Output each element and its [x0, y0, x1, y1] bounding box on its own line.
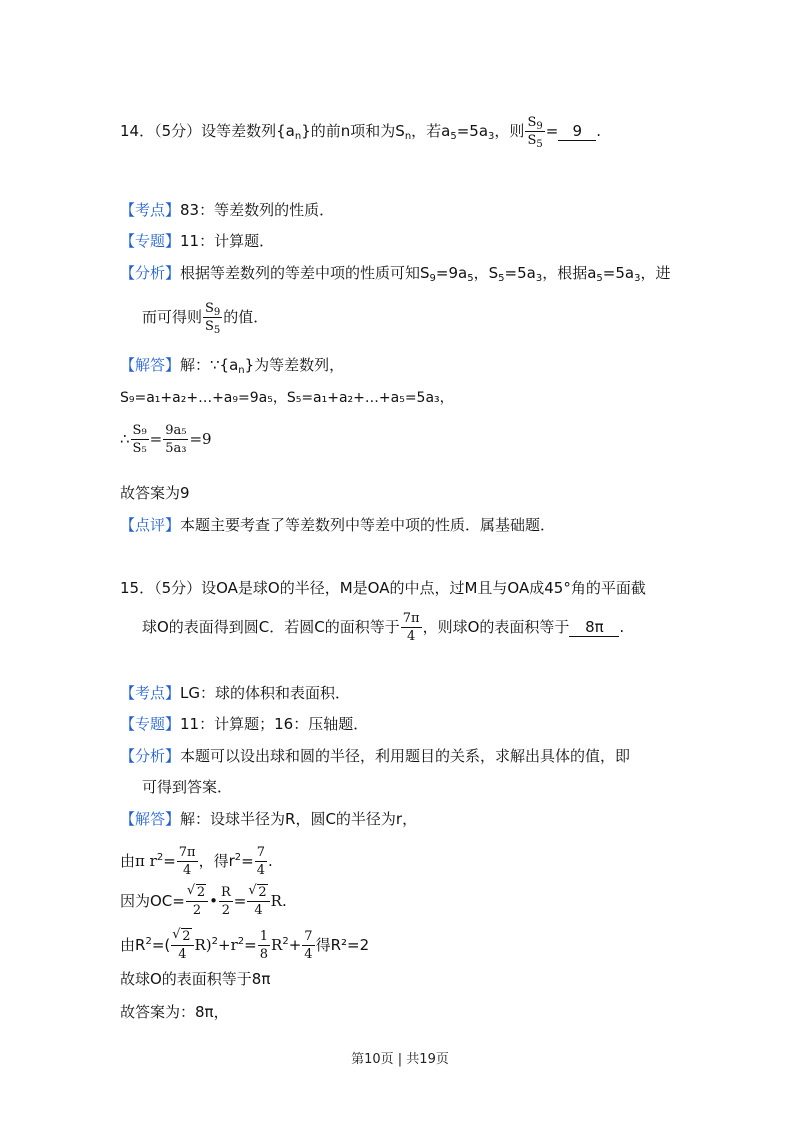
- fraction: √ $\frac{2}{4}$: [247, 886, 269, 917]
- sqrt-symbol: √ 2: [173, 930, 191, 943]
- sol15-zhuanti: 【专题】11：计算题；16：压轴题．: [120, 715, 369, 733]
- kaodian-tag: 【考点】: [120, 684, 181, 702]
- sol15-jieda: 【解答】解：设球半径为R，圆C的半径为r，: [120, 810, 418, 828]
- fraction: $\frac{1}{8}$: [259, 929, 269, 962]
- sol14-equation: S₉=a₁+a₂+…+a₉=9a₅，S₅=a₁+a₂+…+a₅=5a₃，: [120, 390, 454, 406]
- sol14-conclusion: 故答案为9: [120, 484, 190, 502]
- sol15-fenxi-line2: 可得到答案．: [142, 778, 233, 796]
- fraction: √ $\frac{2}{2}$: [186, 886, 208, 917]
- sol14-zhuanti: 【专题】11：计算题．: [120, 232, 275, 250]
- fraction: $\frac{S_9}{S_5}$: [205, 301, 221, 336]
- page-footer: 第10页 | 共19页: [351, 1052, 449, 1067]
- sqrt-symbol: √ 2: [249, 886, 267, 899]
- fraction: $\frac{S_9}{S_5}$: [527, 115, 543, 150]
- fraction: $\frac{7\pi}{4}$: [402, 611, 420, 644]
- answer-blank: 8π: [569, 618, 619, 637]
- fraction: $\frac{\text{S₉}}{\text{S₅}}$: [132, 423, 147, 456]
- jieda-tag: 【解答】: [120, 810, 181, 828]
- sol14-fenxi-line2: 而可得则 $\frac{S_9}{S_5}$ 的值．: [142, 301, 269, 336]
- sol15-step1: 由π $r^2=$ $\frac{7\pi}{4}$ ，得$r^2=$ $\frac{7}{4}$ .: [120, 845, 273, 878]
- zhuanti-tag: 【专题】: [120, 715, 181, 733]
- sol15-result: 故球O的表面积等于8π: [120, 970, 271, 988]
- fraction: $\frac{7\pi}{4}$: [178, 845, 196, 878]
- jieda-tag: 【解答】: [120, 356, 181, 374]
- fraction: √ $\frac{2}{4}$: [171, 930, 193, 961]
- sol14-fenxi: 【分析】根据等差数列的等差中项的性质可知$S_9=9a_5$，$S_5=5a_3$，根据$a_5=5a_3$，进: [120, 264, 671, 284]
- fraction: $\frac{R}{2}$: [221, 885, 231, 918]
- zhuanti-tag: 【专题】: [120, 232, 181, 250]
- fraction: $\frac{\text{9a₅}}{\text{5a₃}}$: [165, 423, 187, 456]
- sol15-fenxi: 【分析】本题可以设出球和圆的半径，利用题目的关系，求解出具体的值，即: [120, 747, 631, 765]
- fraction: $\frac{7}{4}$: [256, 845, 265, 878]
- sqrt-symbol: √ 2: [188, 886, 206, 899]
- sol15-step2: 因为OC= √ $\frac{2}{2}$ • $\frac{R}{2}$ = √ $\frac{2}{4}$ R.: [120, 886, 287, 917]
- fenxi-tag: 【分析】: [120, 747, 181, 765]
- q15-stem-line2: 球O的表面得到圆C．若圆C的面积等于 $\frac{7\pi}{4}$ ，则球O的表面积等于 8π .: [142, 611, 625, 644]
- sol15-kaodian: 【考点】LG：球的体积和表面积．: [120, 684, 350, 702]
- answer-blank: 9: [558, 122, 596, 141]
- sol14-dianping: 【点评】本题主要考查了等差数列中等差中项的性质．属基础题．: [120, 516, 556, 534]
- q15-stem-line1: 15．（5分）设OA是球O的半径，M是OA的中点，过M且与OA成45°角的平面截: [120, 579, 646, 597]
- sol15-step3: 由$R^2=$( √ $\frac{2}{4}$ $R)^2+r^2=$ $\frac{1}{8}$ $R^2+$ $\frac{7}{4}$ 得R²=2: [120, 930, 369, 961]
- kaodian-tag: 【考点】: [120, 201, 181, 219]
- sol14-therefore: ∴ $\frac{\text{S₉}}{\text{S₅}}$ = $\frac{\text{9a₅}}{\text{5a₃}}$ =9: [120, 423, 212, 456]
- q14-stem: 14．（5分）设等差数列$\{a_n\}$的前n项和为$S_n$，若$a_5=5a_3$，则 $\frac{S_9}{S_5}$ = 9 .: [120, 115, 602, 150]
- sol15-final: 故答案为：8π，: [120, 1003, 229, 1021]
- fenxi-tag: 【分析】: [120, 264, 181, 282]
- sol14-kaodian: 【考点】83：等差数列的性质．: [120, 201, 335, 219]
- fraction: $\frac{7}{4}$: [304, 929, 313, 962]
- sol14-jieda: 【解答】解：$\because\{a_n\}$为等差数列，: [120, 356, 345, 376]
- dianping-tag: 【点评】: [120, 516, 181, 534]
